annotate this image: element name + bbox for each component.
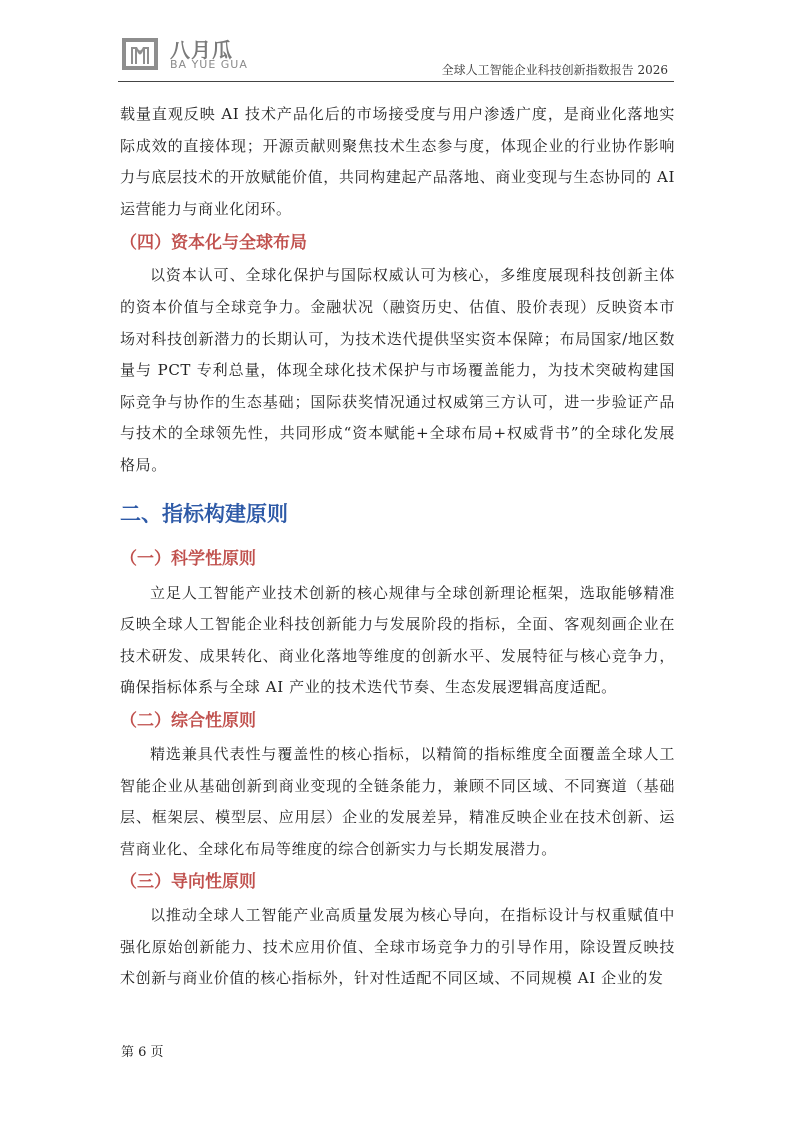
page-body (120, 99, 675, 995)
document-title: 全球人工智能企业科技创新指数报告 2026 (441, 63, 668, 77)
section-paragraph-capital-global: 以资本认可、全球化保护与国际权威认可为核心，多维度展现科技创新主体的资本价值与全球竞争力。金融状况（融资历史、估值、股价表现）反映资本市场对科技创新潜力的长期认可，为技术迭代提供坚实资本保障；布局国家/地区数量与 PCT 专利总量，体现全球化技术保护与市场覆盖能力，为技术突破构建国际竞争与协作的生态基础；国际获奖情况通过权威第三方认可，进一步验证产品与技术的全球领先性，共同形成“资本赋能+全球布局+权威背书”的全球化发展格局。 (120, 266, 675, 474)
page-header (0, 0, 794, 90)
section-paragraph-comprehensive: 精选兼具代表性与覆盖性的核心指标，以精简的指标维度全面覆盖全球人工智能企业从基础创新到商业变现的全链条能力，兼顾不同区域、不同赛道（基础层、框架层、模型层、应用层）企业的发展差异，精准反映企业在技术创新、运营商业化、全球化布局等维度的综合创新实力与长期发展潜力。 (120, 744, 675, 858)
section-heading-comprehensive: （二）综合性原则 (120, 710, 256, 731)
logo-wordmark-cn: 八月瓜 (170, 38, 233, 62)
continued-paragraph: 载量直观反映 AI 技术产品化后的市场接受度与用户渗透广度，是商业化落地实际成效的直接体现；开源贡献则聚焦技术生态参与度，体现企业的行业协作影响力与底层技术的开放赋能价值，共同构建起产品落地、商业变现与生态协同的 AI 运营能力与商业化闭环。 (120, 105, 675, 218)
section-heading-scientific: （一）科学性原则 (120, 548, 256, 569)
bayuegua-logo-icon (122, 38, 158, 70)
logo-wordmark-en: BA YUE GUA (170, 58, 248, 71)
section-heading-capital-global: （四）资本化与全球布局 (120, 233, 307, 254)
section-paragraph-guidance: 以推动全球人工智能产业高质量发展为核心导向，在指标设计与权重赋值中强化原始创新能力、技术应用价值、全球市场竞争力的引导作用，除设置反映技术创新与商业价值的核心指标外，针对性适配不同区域、不同规模 AI 企业的发 (120, 906, 675, 988)
section-paragraph-scientific: 立足人工智能产业技术创新的核心规律与全球创新理论框架，选取能够精准反映全球人工智能企业科技创新能力与发展阶段的指标，全面、客观刻画企业在技术研发、成果转化、商业化落地等维度的创新水平、发展特征与核心竞争力，确保指标体系与全球 AI 产业的技术迭代节奏、生态发展逻辑高度适配。 (120, 583, 675, 697)
chapter-heading-principles: 二、指标构建原则 (120, 501, 288, 526)
page-number: 第 6 页 (121, 1045, 164, 1060)
header-divider (118, 81, 674, 82)
section-heading-guidance: （三）导向性原则 (120, 872, 256, 893)
